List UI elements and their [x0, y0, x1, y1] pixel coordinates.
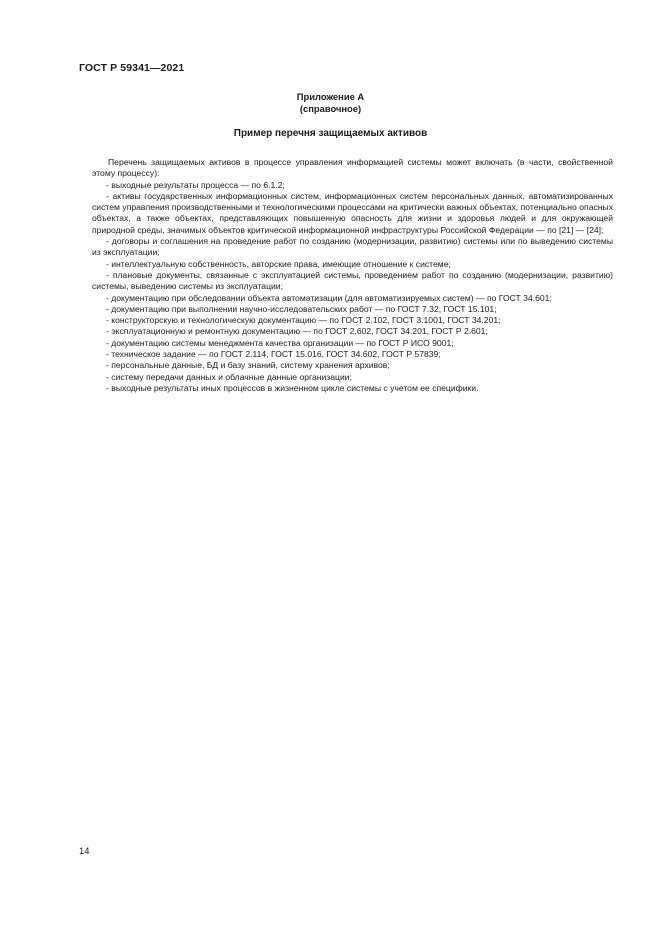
list-item: - документацию при выполнении научно-исследовательских работ — по ГОСТ 7.32, ГОСТ 15.101;	[106, 303, 497, 314]
list-item: - персональные данные, БД и базу знаний, систему хранения архивов;	[106, 360, 390, 371]
list-item: - плановые документы, связанные с эксплуатацией системы, проведением работ по созданию (модернизации, развитию) системы, выведению системы из эксплуатации;	[92, 269, 613, 292]
list-item: - интеллектуальную собственность, авторские права, имеющие отношение к системе;	[106, 258, 451, 269]
list-item: - выходные результаты иных процессов в жизненном цикле системы с учетом ее специфики.	[106, 382, 479, 393]
list-item: - активы государственных информационных систем, информационных систем персональных данных, автоматизированных систем управления производственными и технологическими процессами на критически важных объектах, потенциально опасных объектах, а также объектах, представляющих повышенную опасность для жизни и здоровья людей и для окружающей природной среды, значимых объектов критической информационной инфраструктуры Российской Федерации — по [21] — [24];	[92, 190, 613, 235]
list-item: - эксплуатационную и ремонтную документацию — по ГОСТ 2.602, ГОСТ 34.201, ГОСТ Р 2.601;	[106, 326, 488, 337]
body-text	[92, 157, 613, 394]
list-item: - документацию при обследовании объекта автоматизации (для автоматизируемых систем) — по ГОСТ 34.601;	[106, 292, 552, 303]
list-item: - конструкторскую и технологическую документацию — по ГОСТ 2.102, ГОСТ 3.1001, ГОСТ 34.201;	[106, 315, 501, 326]
appendix-title: Приложение А	[296, 91, 365, 102]
page-number: 14	[79, 845, 90, 856]
intro-paragraph: Перечень защищаемых активов в процессе управления информацией системы может включать (в части, свойственной этому процессу):	[92, 157, 613, 179]
appendix-subtitle: (справочное)	[299, 103, 362, 114]
list-item: - документацию системы менеджмента качества организации — по ГОСТ Р ИСО 9001;	[106, 337, 454, 348]
section-title: Пример перечня защищаемых активов	[233, 128, 428, 139]
list-item: - техническое задание — по ГОСТ 2.114, ГОСТ 15.016, ГОСТ 34.602, ГОСТ Р 57839;	[106, 349, 441, 360]
list-item: - выходные результаты процесса — по 6.1.2;	[106, 179, 285, 190]
list-item: - договоры и соглашения на проведение работ по созданию (модернизации, развитию) системы или по выведению системы из эксплуатации;	[92, 236, 613, 258]
document-code-header: ГОСТ Р 59341—2021	[79, 62, 185, 74]
list-item: - систему передачи данных и облачные данные организации;	[106, 371, 352, 382]
